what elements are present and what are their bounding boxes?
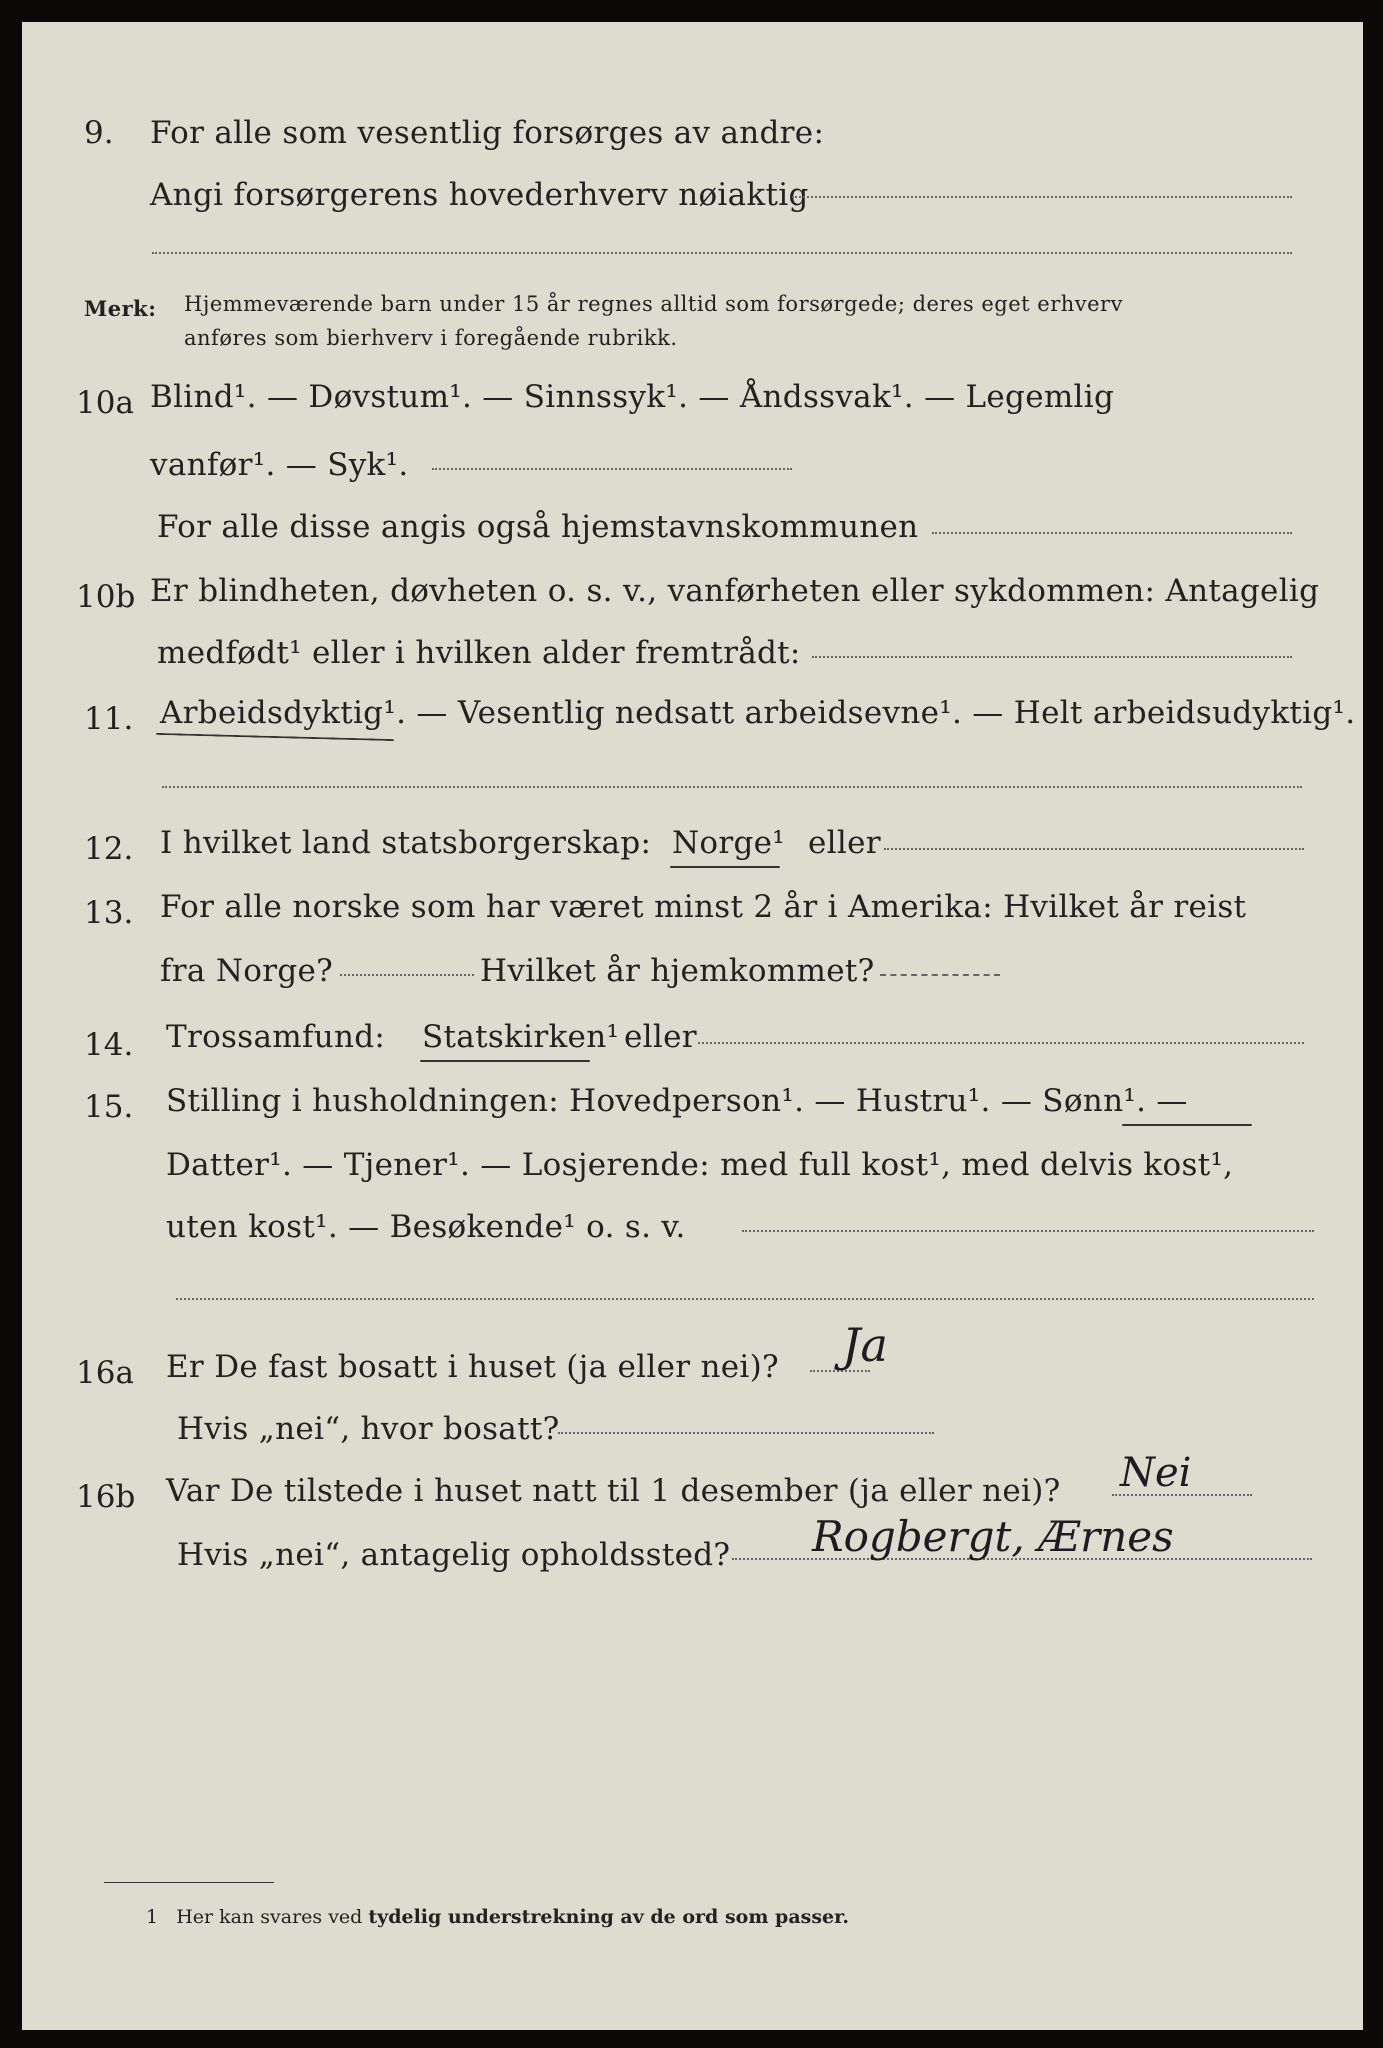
q10a-municipality-line[interactable] bbox=[932, 532, 1292, 534]
q13-year-left-line[interactable] bbox=[340, 974, 474, 976]
q16a-handwritten-answer: Ja bbox=[842, 1318, 888, 1372]
q15-line-2: Datter¹. — Tjener¹. — Losjerende: med full kost¹, med delvis kost¹, bbox=[166, 1147, 1234, 1183]
q12-answer-line[interactable] bbox=[884, 848, 1304, 850]
q12-underline-mark bbox=[670, 866, 780, 868]
q9-number: 9. bbox=[84, 115, 114, 151]
q14-option-statskirken[interactable]: Statskirken¹ bbox=[422, 1019, 620, 1055]
q10a-line-3: For alle disse angis også hjemstavnskommunen bbox=[157, 509, 919, 545]
footnote-mark: 1 bbox=[146, 1906, 159, 1928]
q13-line-2b: Hvilket år hjemkommet? bbox=[480, 953, 875, 989]
q13-year-returned-line[interactable] bbox=[880, 974, 1000, 976]
q10a-line-1: Blind¹. — Døvstum¹. — Sinnssyk¹. — Åndssvak¹. — Legemlig bbox=[150, 379, 1115, 415]
merk-line-2: anføres som bierhverv i foregående rubrikk. bbox=[184, 326, 678, 350]
q16a-residence-line[interactable] bbox=[558, 1432, 934, 1434]
q16b-line-2: Hvis „nei“, antagelig opholdssted? bbox=[177, 1537, 731, 1573]
q12-or: eller bbox=[808, 825, 881, 861]
q16a-line-1: Er De fast bosatt i huset (ja eller nei)? bbox=[166, 1349, 779, 1385]
q13-line-2a: fra Norge? bbox=[160, 953, 334, 989]
q11-underline-mark bbox=[156, 733, 394, 741]
q12-number: 12. bbox=[84, 831, 134, 867]
q14-underline-mark bbox=[420, 1060, 590, 1062]
q9-answer-line-2[interactable] bbox=[152, 252, 1292, 254]
q16b-answer-line[interactable] bbox=[1112, 1494, 1252, 1496]
q11-option-arbeidsdyktig[interactable]: Arbeidsdyktig¹ bbox=[160, 695, 397, 731]
footnote-rule bbox=[104, 1882, 274, 1883]
q16a-line-2: Hvis „nei“, hvor bosatt? bbox=[177, 1411, 560, 1447]
q9-line-2: Angi forsørgerens hovederhverv nøiaktig bbox=[150, 177, 809, 213]
q14-or: eller bbox=[624, 1019, 697, 1055]
footnote-bold-text: tydelig understrekning av de ord som passer. bbox=[368, 1906, 849, 1928]
q16b-handwritten-answer-2: Rogbergt, Ærnes bbox=[812, 1512, 1174, 1561]
q15-line-1 bbox=[166, 1083, 1188, 1119]
merk-label: Merk: bbox=[84, 296, 157, 321]
q10b-number: 10b bbox=[76, 579, 136, 615]
q10a-line-2: vanfør¹. — Syk¹. bbox=[150, 447, 409, 483]
q16a-number: 16a bbox=[76, 1355, 134, 1391]
q11-options bbox=[160, 695, 1356, 731]
q12-option-norge[interactable]: Norge¹ bbox=[672, 825, 786, 861]
q10b-answer-line[interactable] bbox=[812, 656, 1292, 658]
q9-line-1: For alle som vesentlig forsørges av andre: bbox=[150, 115, 825, 151]
merk-line-1: Hjemmeværende barn under 15 år regnes alltid som forsørgede; deres eget erhverv bbox=[184, 292, 1123, 316]
q10a-number: 10a bbox=[76, 385, 134, 421]
q10b-line-2: medfødt¹ eller i hvilken alder fremtrådt: bbox=[157, 635, 801, 671]
q14-number: 14. bbox=[84, 1027, 134, 1063]
q16b-handwritten-answer-1: Nei bbox=[1120, 1450, 1192, 1496]
q15-line-1-post: . — bbox=[1136, 1083, 1188, 1119]
q10a-answer-line[interactable] bbox=[432, 468, 792, 470]
q15-line-1-pre: Stilling i husholdningen: Hovedperson¹. — Hustru¹. — bbox=[166, 1083, 1033, 1119]
q15-number: 15. bbox=[84, 1089, 134, 1125]
q16b-line-1: Var De tilstede i huset natt til 1 desember (ja eller nei)? bbox=[166, 1473, 1061, 1509]
q15-underline-mark bbox=[1122, 1124, 1252, 1126]
q11-options-rest: . — Vesentlig nedsatt arbeidsevne¹. — Helt arbeidsudyktig¹. bbox=[396, 695, 1356, 731]
q14-question: Trossamfund: bbox=[166, 1019, 386, 1055]
q15-option-sonn[interactable]: Sønn¹ bbox=[1042, 1083, 1137, 1119]
q12-question: I hvilket land statsborgerskap: bbox=[160, 825, 652, 861]
q15-answer-line-2[interactable] bbox=[176, 1298, 1314, 1300]
q13-number: 13. bbox=[84, 895, 134, 931]
footnote-text: Her kan svares ved bbox=[176, 1906, 363, 1928]
q13-line-1: For alle norske som har været minst 2 år i Amerika: Hvilket år reist bbox=[160, 889, 1247, 925]
q11-answer-line[interactable] bbox=[162, 786, 1302, 788]
q10b-line-1: Er blindheten, døvheten o. s. v., vanførheten eller sykdommen: Antagelig bbox=[150, 573, 1320, 609]
footnote bbox=[146, 1906, 849, 1928]
q15-answer-line[interactable] bbox=[742, 1230, 1314, 1232]
census-form-page bbox=[22, 22, 1363, 2030]
q15-line-3: uten kost¹. — Besøkende¹ o. s. v. bbox=[166, 1209, 686, 1245]
q14-answer-line[interactable] bbox=[698, 1042, 1304, 1044]
q9-answer-line[interactable] bbox=[792, 196, 1292, 198]
q11-number: 11. bbox=[84, 701, 134, 737]
q16b-number: 16b bbox=[76, 1479, 136, 1515]
